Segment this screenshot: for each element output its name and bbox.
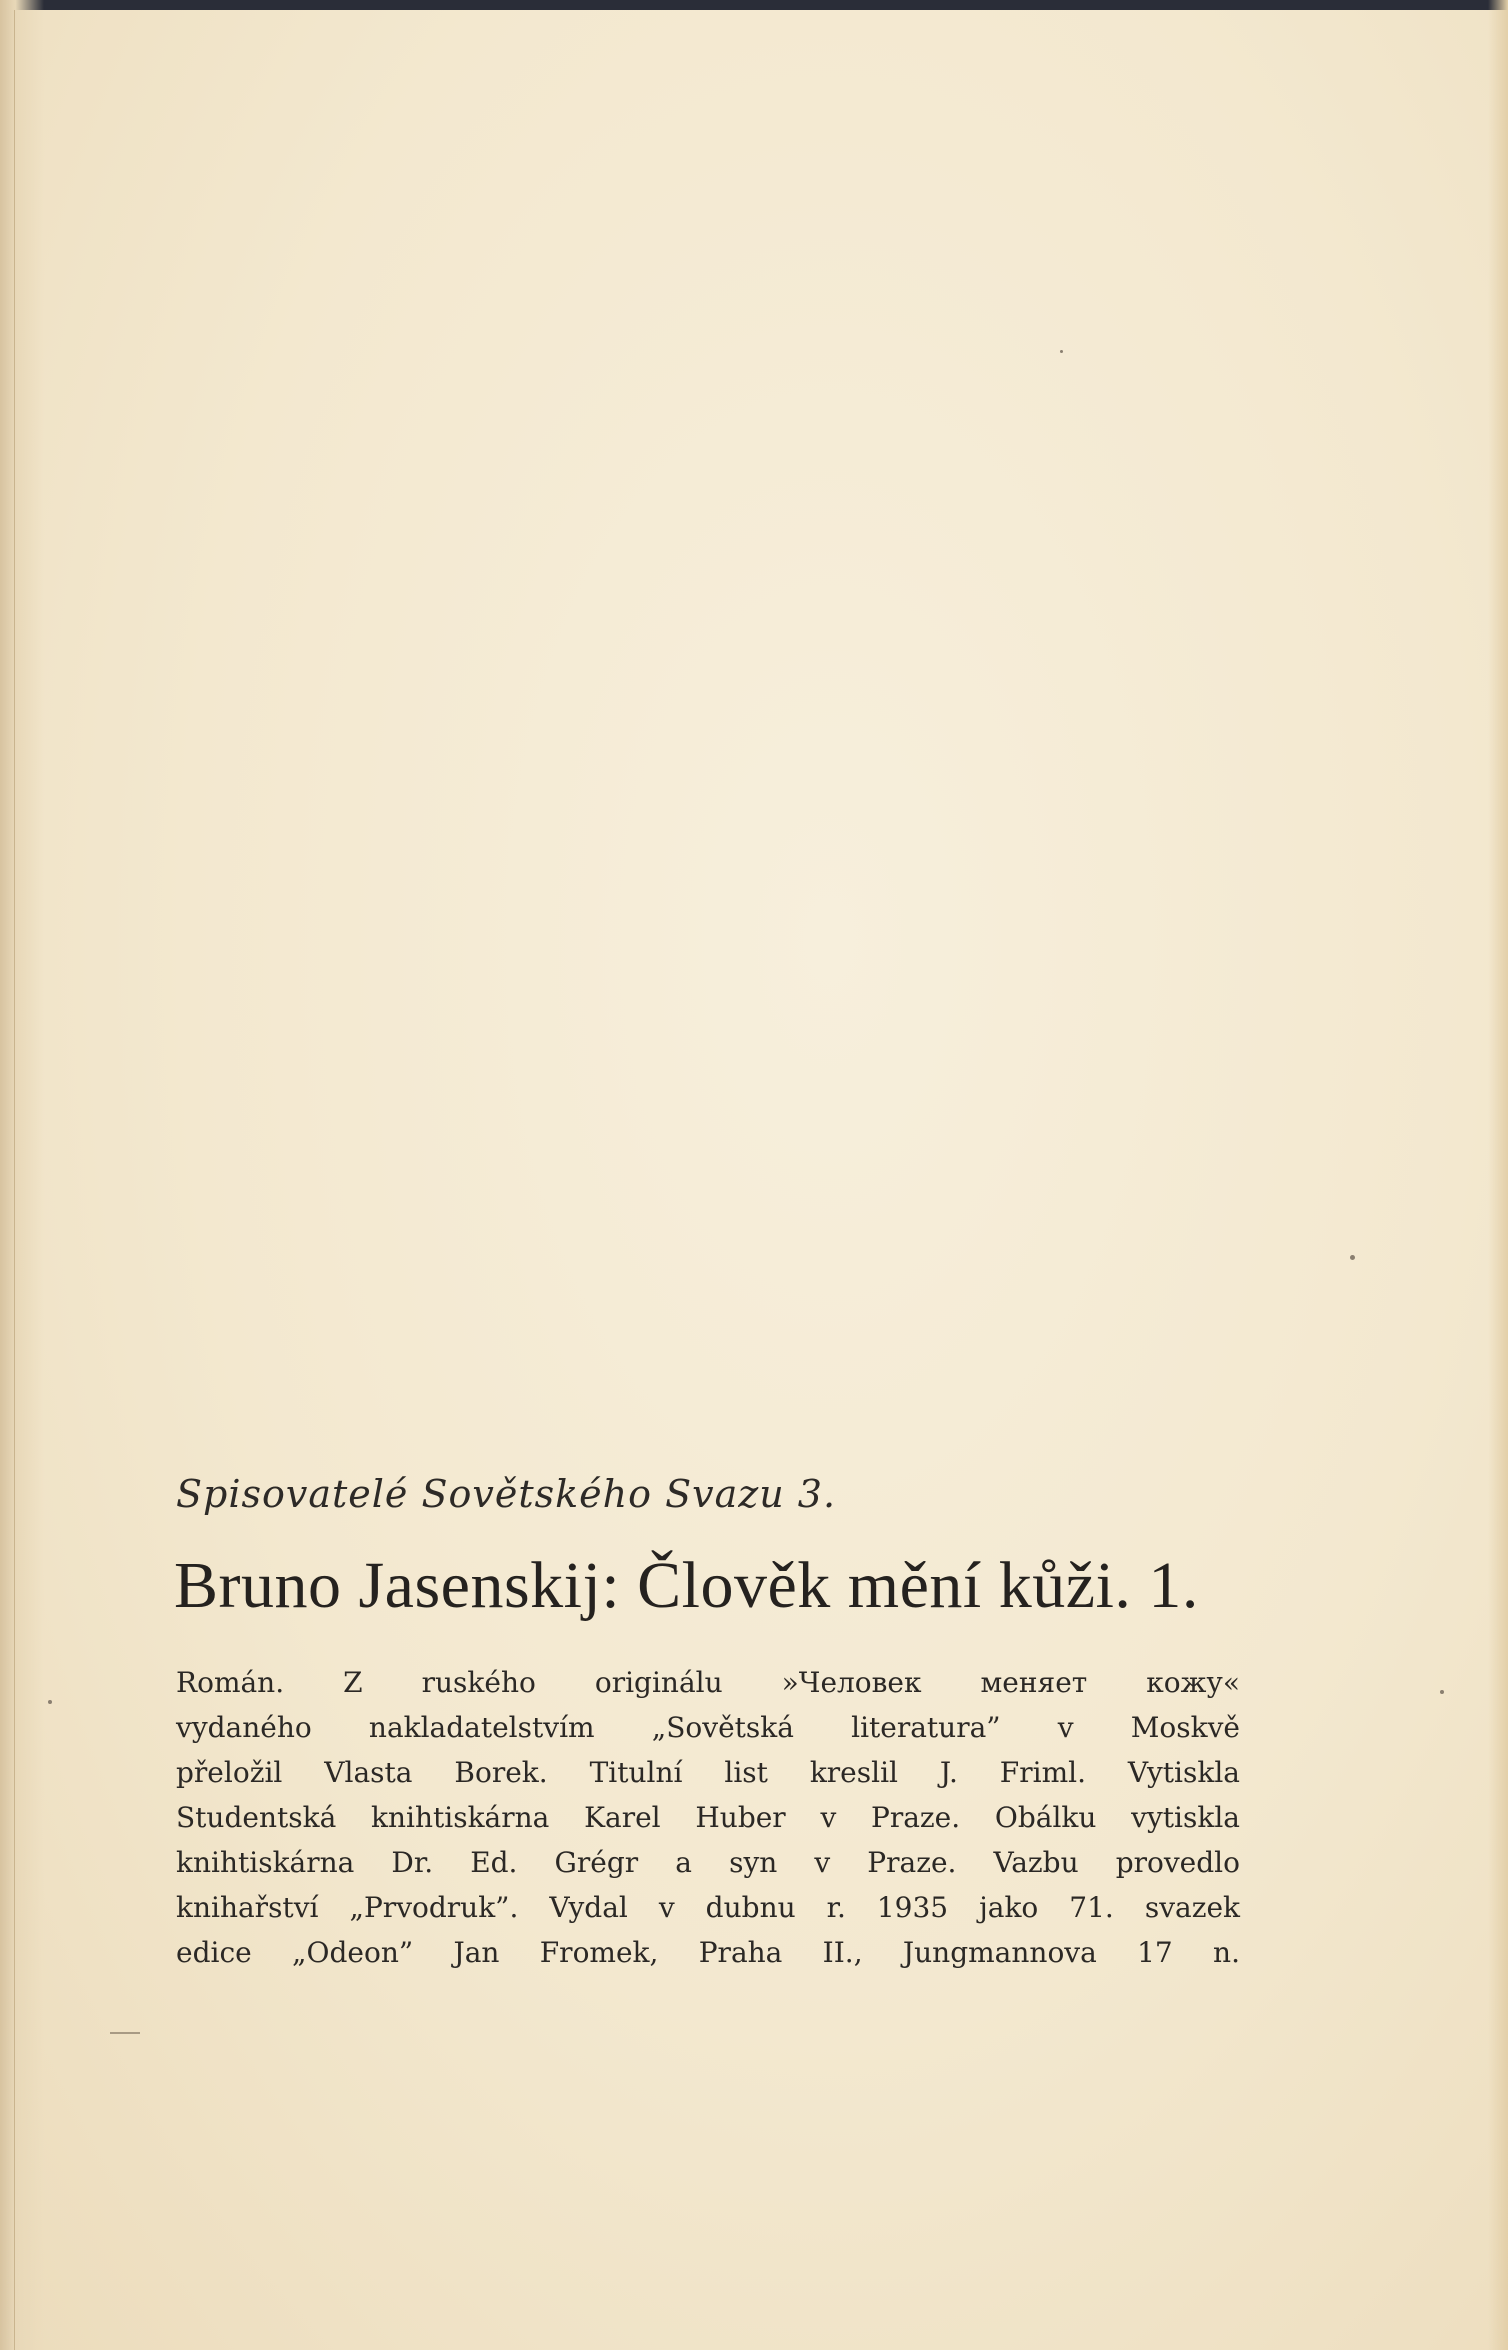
binding-fold-line: [14, 10, 15, 2350]
imprint-line: přeložil Vlasta Borek. Titulní list kreslil J. Friml. Vytiskla: [176, 1756, 1240, 1789]
page-right-edge: [1488, 0, 1508, 2350]
print-speck: [1440, 1690, 1444, 1694]
print-speck: [1350, 1255, 1355, 1260]
print-speck: [48, 1700, 52, 1704]
page-top-edge: [0, 0, 1508, 10]
series-title: Spisovatelé Sovětského Svazu 3.: [176, 1472, 837, 1516]
print-mark: [110, 2032, 140, 2034]
imprint-paragraph: [176, 1660, 1240, 1975]
imprint-line: edice „Odeon” Jan Fromek, Praha II., Jungmannova 17 n.: [176, 1936, 1240, 1969]
imprint-line: knihtiskárna Dr. Ed. Grégr a syn v Praze. Vazbu provedlo: [176, 1846, 1240, 1879]
print-speck: [1060, 350, 1063, 353]
imprint-line: vydaného nakladatelstvím „Sovětská literatura” v Moskvě: [176, 1711, 1240, 1744]
binding-gutter: [0, 0, 44, 2350]
imprint-line: Román. Z ruského originálu »Человек меняет кожу«: [176, 1666, 1240, 1699]
imprint-line: Studentská knihtiskárna Karel Huber v Praze. Obálku vytiskla: [176, 1801, 1240, 1834]
imprint-line: knihařství „Prvodruk”. Vydal v dubnu r. 1935 jako 71. svazek: [176, 1891, 1240, 1924]
book-title: Bruno Jasenskij: Člověk mění kůži. 1.: [174, 1549, 1199, 1622]
